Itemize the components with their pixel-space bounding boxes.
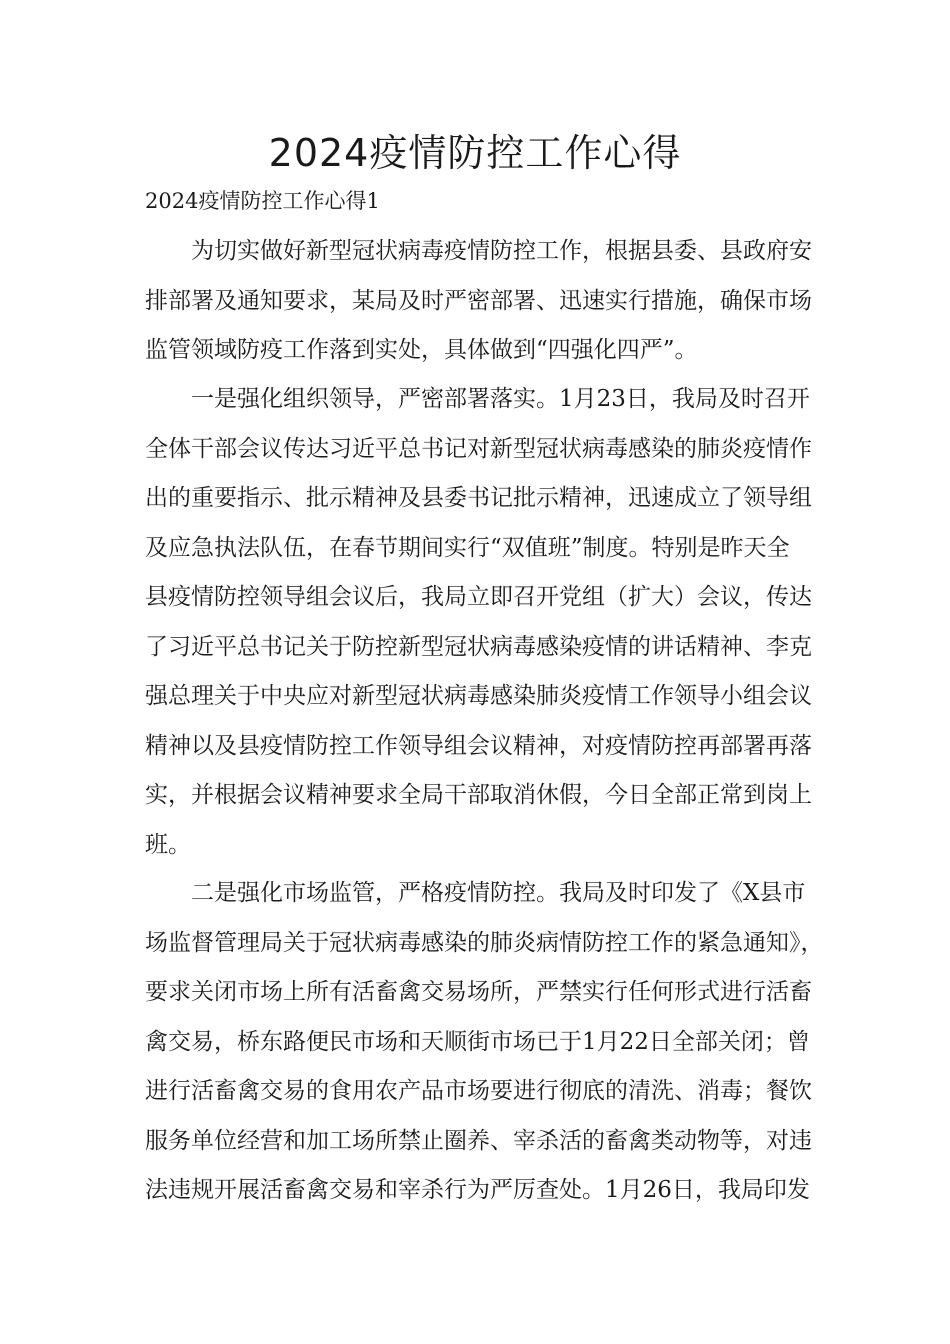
paragraph-line: 排部署及通知要求，某局及时严密部署、迅速实行措施，确保市场: [145, 287, 812, 314]
paragraph-line: 二是强化市场监管，严格疫情防控。我局及时印发了《X县市: [191, 880, 806, 906]
paragraph-line: 服务单位经营和加工场所禁止圈养、宰杀活的畜禽类动物等，对违: [145, 1127, 812, 1154]
paragraph-line: 为切实做好新型冠状病毒疫情防控工作，根据县委、县政府安: [191, 238, 812, 264]
paragraph-line: 及应急执法队伍，在春节期间实行“双值班”制度。特别是昨天全: [145, 534, 790, 561]
paragraph-line: 精神以及县疫情防控工作领导组会议精神，对疫情防控再部署再落: [145, 732, 812, 759]
paragraph-line: 监管领域防疫工作落到实处，具体做到“四强化四严”。: [145, 337, 698, 363]
paragraph-line: 了习近平总书记关于防控新型冠状病毒感染疫情的讲话精神、李克: [145, 633, 812, 660]
paragraph-market-supervision: [145, 869, 824, 1216]
paragraph-line: 禽交易，桥东路便民市场和天顺街市场已于1月22日全部关闭；曾: [145, 1028, 810, 1055]
paragraph-line: 一是强化组织领导，严密部署落实。1月23日，我局及时召开: [191, 386, 810, 412]
paragraph-organization: [145, 375, 812, 870]
paragraph-line: 场监督管理局关于冠状病毒感染的肺炎病情防控工作的紧急通知》，: [145, 929, 824, 956]
paragraph-line: 强总理关于中央应对新型冠状病毒感染肺炎疫情工作领导小组会议: [145, 683, 812, 709]
paragraph-line: 出的重要指示、批示精神及县委书记批示精神，迅速成立了领导组: [145, 485, 812, 511]
paragraph-line: 进行活畜禽交易的食用农产品市场要进行彻底的清洗、消毒；餐饮: [145, 1078, 812, 1104]
paragraph-line: 要求关闭市场上所有活畜禽交易场所，严禁实行任何形式进行活畜: [145, 979, 812, 1005]
paragraph-line: 县疫情防控领导组会议后，我局立即召开党组（扩大）会议，传达: [145, 584, 812, 610]
document-title: 2024疫情防控工作心得: [268, 131, 682, 175]
paragraph-line: 实，并根据会议精神要求全局干部取消休假，今日全部正常到岗上: [145, 782, 812, 808]
paragraph-intro: [145, 227, 812, 376]
document-subtitle: 2024疫情防控工作心得1: [145, 189, 380, 213]
paragraph-line: 全体干部会议传达习近平总书记对新型冠状病毒感染的肺炎疫情作: [145, 435, 812, 462]
paragraph-line: 班。: [145, 831, 191, 858]
paragraph-line: 法违规开展活畜禽交易和宰杀行为严厉查处。1月26日，我局印发: [145, 1177, 810, 1203]
